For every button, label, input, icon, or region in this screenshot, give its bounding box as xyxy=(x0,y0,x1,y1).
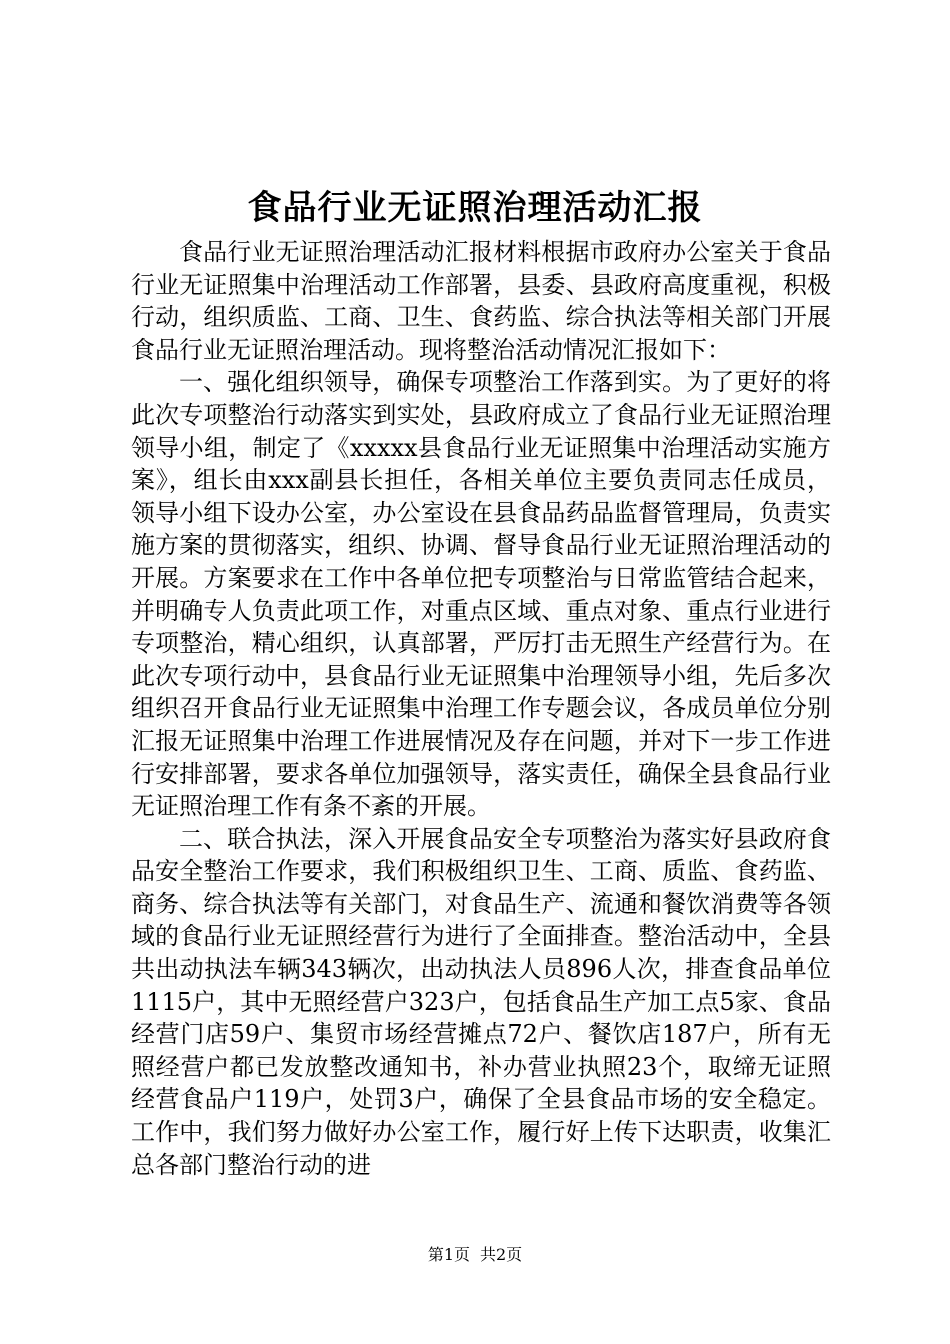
page-number-current: 第1页 xyxy=(427,1245,470,1264)
page-footer xyxy=(0,1244,950,1266)
page-number-total: 共2页 xyxy=(480,1245,523,1264)
document-body xyxy=(131,236,831,1181)
document-title: 食品行业无证照治理活动汇报 xyxy=(247,188,703,228)
paragraph-section-2: 二、联合执法，深入开展食品安全专项整治为落实好县政府食品安全整治工作要求，我们积极组织卫生、工商、质监、食药监、商务、综合执法等有关部门，对食品生产、流通和餐饮消费等各领域的食品行业无证照经营行为进行了全面排查。整治活动中，全县共出动执法车辆343辆次，出动执法人员896人次，排查食品单位1115户，其中无照经营户323户，包括食品生产加工点5家、食品经营门店59户、集贸市场经营摊点72户、餐饮店187户，所有无照经营户都已发放整改通知书，补办营业执照23个，取缔无证照经营食品户119户，处罚3户，确保了全县食品市场的安全稳定。工作中，我们努力做好办公室工作，履行好上传下达职责，收集汇总各部门整治行动的进 xyxy=(131,824,831,1179)
paragraph-intro: 食品行业无证照治理活动汇报材料根据市政府办公室关于食品行业无证照集中治理活动工作部署，县委、县政府高度重视，积极行动，组织质监、工商、卫生、食药监、综合执法等相关部门开展食品行业无证照治理活动。现将整治活动情况汇报如下： xyxy=(131,238,831,364)
paragraph-section-1: 一、强化组织领导，确保专项整治工作落到实。为了更好的将此次专项整治行动落实到实处，县政府成立了食品行业无证照治理领导小组，制定了《xxxxx县食品行业无证照集中治理活动实施方案》，组长由xxx副县长担任，各相关单位主要负责同志任成员，领导小组下设办公室，办公室设在县食品药品监督管理局，负责实施方案的贯彻落实，组织、协调、督导食品行业无证照治理活动的开展。方案要求在工作中各单位把专项整治与日常监管结合起来，并明确专人负责此项工作，对重点区域、重点对象、重点行业进行专项整治，精心组织，认真部署，严厉打击无照生产经营行为。在此次专项行动中，县食品行业无证照集中治理领导小组，先后多次组织召开食品行业无证照集中治理工作专题会议，各成员单位分别汇报无证照集中治理工作进展情况及存在问题，并对下一步工作进行安排部署，要求各单位加强领导，落实责任，确保全县食品行业无证照治理工作有条不紊的开展。 xyxy=(131,368,831,821)
